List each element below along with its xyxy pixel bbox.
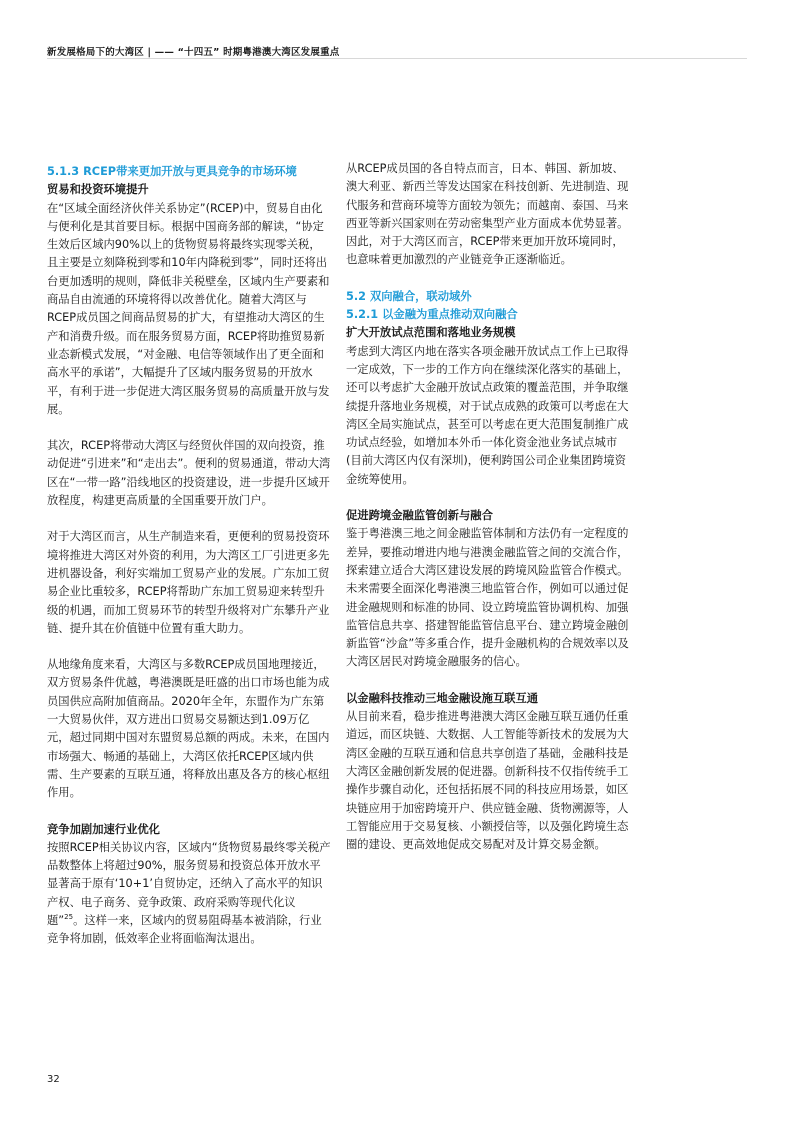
subheading-expand-pilot: 扩大开放试点范围和落地业务规模 [346,326,516,340]
subheading-trade-investment: 贸易和投资环境提升 [47,183,149,197]
paragraph: 鉴于粤港澳三地之间金融监管体制和方法仍有一定程度的差异，要推动增进内地与港澳金融监管之间的交流合作，探索建立适合大湾区建设发展的跨境风险监管合作模式。未来需要全面深化粤港澳三地监管合作，例如可以通过促进金融规则和标准的协同、设立跨境监管协调机构、加强监管信息共享、搭建智能监管信息平台、建立跨境金融创新监管“沙盒”等多重合作，提升金融机构的合规效率以及大湾区居民对跨境金融服务的信心。 [346,527,629,669]
paragraph: 其次，RCEP将带动大湾区与经贸伙伴国的双向投资，推动促进“引进来”和“走出去”。便利的贸易通道，带动大湾区在“一带一路”沿线地区的投资建设，进一步提升区域开放程度，构建更高质量的全国重要开放门户。 [47,439,331,508]
running-header: 新发展格局下的大湾区 | —— “十四五” 时期粤港澳大湾区发展重点 [47,47,340,58]
paragraph: 从目前来看，稳步推进粤港澳大湾区金融互联互通仍任重道远，而区块链、大数据、人工智能等新技术的发展为大湾区金融的互联互通和信息共享创造了基础，金融科技是大湾区金融创新发展的促进器。创新科技不仅指传统手工操作步骤自动化，还包括拓展不同的科技应用场景，如区块链应用于加密跨境开户、供应链金融、货物溯源等，人工智能应用于交易复核、小额授信等，以及强化跨境生态圈的建设、更高效地促成交易配对及计算交易金额。 [346,710,629,852]
subheading-regulation: 促进跨境金融监管创新与融合 [346,509,493,523]
subsection-title-5-2-1: 5.2.1 以金融为重点推动双向融合 [346,308,518,322]
left-column [47,163,331,949]
paragraph: 在“区域全面经济伙伴关系协定”(RCEP)中，贸易自由化与便利化是其首要目标。根据中国商务部的解读，“协定生效后区域内90%以上的货物贸易将最终实现零关税，且主要是立刻降税到零和10年内降税到零”，同时还将出台更加透明的规则，降低非关税壁垒，区域内生产要素和商品自由流通的环境将得以改善优化。随着大湾区与RCEP成员国之间商品贸易的扩大，有望推动大湾区的生产和消费升级。而在服务贸易方面，RCEP将助推贸易新业态新模式发展，“对金融、电信等领域作出了更全面和高水平的承诺”，大幅提升了区域内服务贸易的开放水平，有利于进一步促进大湾区服务贸易的高质量开放与发展。 [47,201,330,416]
header-divider [47,58,747,59]
paragraph: 对于大湾区而言，从生产制造来看，更便利的贸易投资环境将推进大湾区对外资的利用，为大湾区工厂引进更多先进机器设备，利好实端加工贸易产业的发展。广东加工贸易企业比重较多，RCEP将帮助广东加工贸易迎来转型升级的机遇，而加工贸易环节的转型升级将对广东攀升产业链、提升其在价值链中位置有重大助力。 [47,530,330,635]
page-number: 32 [47,1074,60,1085]
paragraph: 从RCEP成员国的各自特点而言，日本、韩国、新加坡、澳大利亚、新西兰等发达国家在科技创新、先进制造、现代服务和营商环境等方面较为领先；而越南、泰国、马来西亚等新兴国家则在劳动密集型产业方面成本优势显著。因此，对于大湾区而言，RCEP带来更加开放环境同时，也意味着更加激烈的产业链竞争正逐渐临近。 [346,162,629,267]
paragraph: 从地缘角度来看，大湾区与多数RCEP成员国地理接近，双方贸易条件优越，粤港澳既是旺盛的出口市场也能为成员国供应高附加值商品。2020年全年，东盟作为广东第一大贸易伙伴，双方进出口贸易交易额达到1.09万亿元，超过同期中国对东盟贸易总额的两成。未来，在国内市场强大、畅通的基础上，大湾区依托RCEP区域内供需、生产要素的互联互通，将释放出惠及各方的核心枢纽作用。 [47,658,330,800]
paragraph [47,839,331,949]
footnote-marker: 25 [64,913,74,922]
paragraph-text-tail: 。这样一来，区域内的贸易阻碍基本被消除，行业竞争将加剧，低效率企业将面临淘汰退出。 [47,913,322,946]
paragraph: 考虑到大湾区内地在落实各项金融开放试点工作上已取得一定成效，下一步的工作方向在继续深化落实的基础上，还可以考虑扩大金融开放试点政策的覆盖范围，并争取继续提升落地业务规模，对于试点成熟的政策可以考虑在大湾区全局实施试点，甚至可以考虑在更大范围复制推广成功试点经验，如增加本外币一体化资金池业务试点城市(目前大湾区内仅有深圳)，便利跨国公司企业集团跨境资金统筹使用。 [346,344,629,486]
section-title-5-2: 5.2 双向融合，联动域外 [346,289,472,303]
subheading-competition: 竞争加剧加速行业优化 [47,822,160,836]
subheading-fintech: 以金融科技推动三地金融设施互联互通 [346,691,539,705]
paragraph-text: 按照RCEP相关协议内容，区域内“货物贸易最终零关税产品数整体上将超过90%，服务贸易和投资总体开放水平显著高于原有‘10+1’自贸协定，还纳入了高水平的知识产权、电子商务、竞争政策、政府采购等现代化议题” [47,840,331,927]
right-column [346,160,630,854]
section-title-5-1-3: 5.1.3 RCEP带来更加开放与更具竞争的市场环境 [47,165,297,178]
